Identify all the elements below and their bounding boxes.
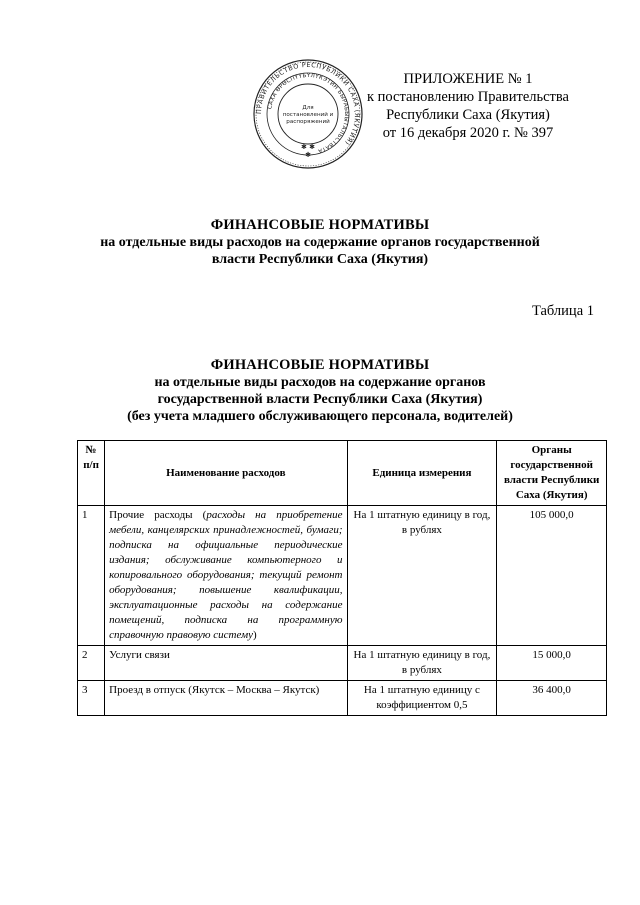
seal-center-line-3: распоряжений: [286, 119, 330, 125]
table-label: Таблица 1: [531, 303, 594, 319]
seal-outer-text: ПРАВИТЕЛЬСТВО РЕСПУБЛИКИ САХА (ЯКУТИЯ): [254, 60, 362, 147]
appendix-decree: к постановлению Правительства: [367, 89, 569, 105]
table-row: [78, 681, 607, 716]
table-title-line-4: (без учета младшего обслуживающего персонала, водителей): [127, 409, 513, 424]
row-name-main: Прочие расходы (: [109, 509, 207, 521]
header-value: Органы государственной власти Республики Саха (Якутия): [497, 441, 607, 506]
table-title-line-3: государственной власти Республики Саха (Якутия): [157, 392, 483, 407]
document-title-line-2: на отдельные виды расходов на содержание органов государственной: [100, 235, 540, 250]
appendix-header: [358, 70, 578, 142]
svg-text:✱: ✱: [305, 151, 311, 159]
table-title-line-1: ФИНАНСОВЫЕ НОРМАТИВЫ: [210, 357, 430, 373]
row-name: Проезд в отпуск (Якутск – Москва – Якутск): [105, 681, 347, 716]
row-num: 3: [78, 681, 105, 716]
table-title: [40, 357, 600, 425]
official-seal-icon: [252, 58, 364, 170]
document-title-line-1: ФИНАНСОВЫЕ НОРМАТИВЫ: [210, 217, 430, 233]
row-num: 1: [78, 506, 105, 646]
row-value: 15 000,0: [497, 646, 607, 681]
document-title-line-3: власти Республики Саха (Якутия): [211, 252, 429, 267]
header-unit: Единица измерения: [347, 441, 497, 506]
seal-inner-text: САХА ӨРӨСПҮҮБҮЛҮКЭТИН БЫРАБЫЫТАЛЬСТВАТА: [267, 72, 350, 154]
norms-table: [77, 440, 607, 716]
document-title: [40, 217, 600, 268]
seal-center-line-2: постановлений и: [282, 112, 334, 118]
svg-text:✱ ✱: ✱ ✱: [301, 143, 315, 151]
row-value: 105 000,0: [497, 506, 607, 646]
header-name: Наименование расходов: [105, 441, 347, 506]
row-value: 36 400,0: [497, 681, 607, 716]
table-row: [78, 506, 607, 646]
appendix-republic: Республики Саха (Якутия): [386, 107, 550, 123]
appendix-number: ПРИЛОЖЕНИЕ № 1: [403, 71, 533, 87]
row-name: [105, 506, 347, 646]
appendix-date: от 16 декабря 2020 г. № 397: [382, 125, 554, 141]
seal-center-line-1: Для: [302, 105, 314, 111]
row-name: Услуги связи: [105, 646, 347, 681]
table-header-row: [78, 441, 607, 506]
table-row: [78, 646, 607, 681]
row-name-end: ): [252, 629, 257, 641]
table-title-line-2: на отдельные виды расходов на содержание органов: [154, 375, 486, 390]
row-name-details: расходы на приобретение мебели, канцелярских принадлежностей, бумаги; подписка на официальные периодические издания; обслуживание компьютерного и копировального оборудования; текущий ремонт оборудования; повышение квалификации, эксплуатационные расходы на содержание помещений, подписка на программную справочную правовую систему: [109, 509, 343, 641]
header-num: № п/п: [78, 441, 105, 506]
row-num: 2: [78, 646, 105, 681]
row-unit: На 1 штатную единицу в год, в рублях: [347, 646, 497, 681]
row-unit: На 1 штатную единицу в год, в рублях: [347, 506, 497, 646]
row-unit: На 1 штатную единицу с коэффициентом 0,5: [347, 681, 497, 716]
